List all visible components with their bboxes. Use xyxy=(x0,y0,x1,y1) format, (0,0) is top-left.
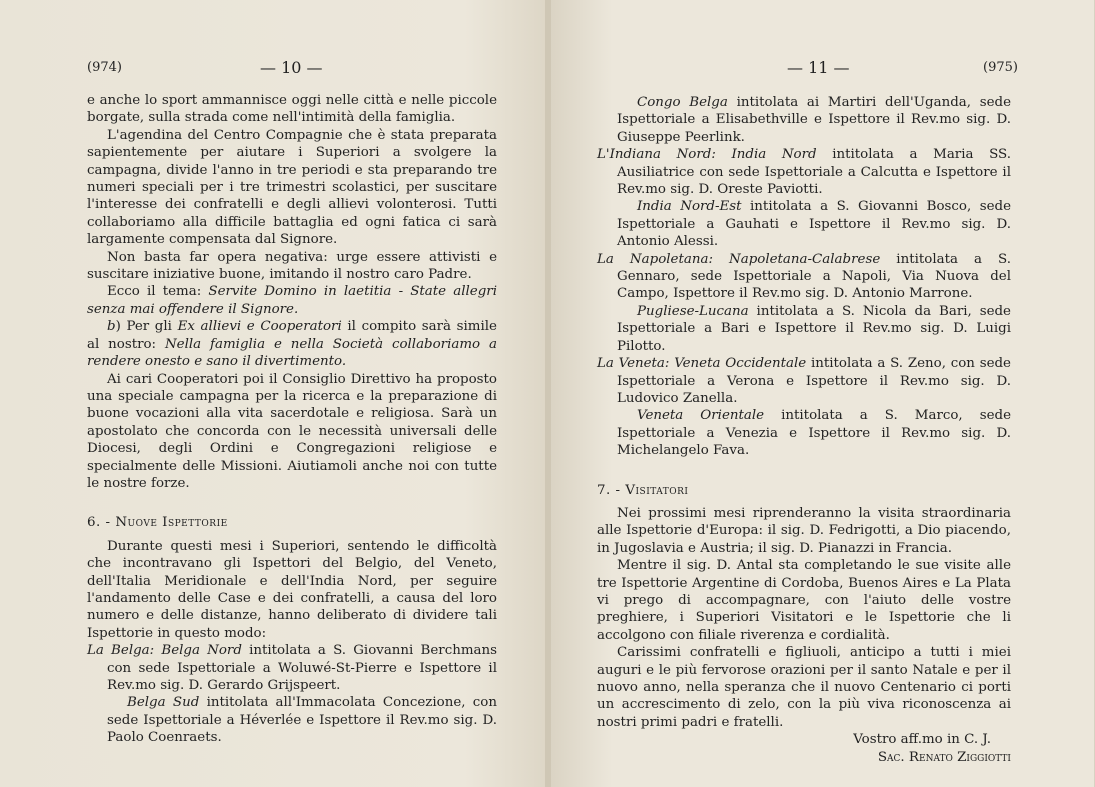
section-heading: 7. - Visitatori xyxy=(597,482,689,498)
book-gutter xyxy=(545,0,551,787)
left-archive-number: (974) xyxy=(87,60,122,75)
text-run: intitolata a S. Gennaro, sede Ispettoriale a Napoli, Via Nuova del Campo, Ispettore il Rev.mo sig. D. Antonio Marrone. xyxy=(617,251,1011,302)
paragraph: Durante questi mesi i Superiori, sentendo le difficoltà che incontravano gli Ispettori del Belgio, del Veneto, dell'Italia Meridionale e dell'India Nord, per seguire l'andamento delle Case e dei confratelli, a causa del loro numero e delle distanze, hanno deliberato di dividere tali Ispettorie in questo modo: xyxy=(87,538,497,641)
right-page xyxy=(547,0,1094,787)
list-item xyxy=(597,355,1011,407)
text-run: intitolata a S. Giovanni Bosco, sede Ispettoriale a Gauhati e Ispettore il Rev.mo sig. D. Antonio Alessi. xyxy=(617,199,1012,250)
paragraph: Carissimi confratelli e figliuoli, anticipo a tutti i miei auguri e le più fervorose orazioni per il santo Natale e per il nuovo anno, nella speranza che il nuovo Centenario ci porti un accrescimento di zelo, con la più viva riconoscenza ai nostri primi padri e fratelli. xyxy=(597,645,1011,730)
list-item xyxy=(597,198,1011,250)
italic-text: Veneta Orientale xyxy=(637,408,765,424)
list-item xyxy=(597,94,1011,146)
list-item xyxy=(597,146,1011,198)
italic-text: Belga Sud xyxy=(127,695,200,711)
italic-text: La Belga: Belga Nord xyxy=(87,643,242,659)
left-body-text xyxy=(87,92,497,747)
italic-text: Pugliese-Lucana xyxy=(637,303,749,319)
text-run: intitolata a S. Giovanni Berchmans con sede Ispettoriale a Woluwé-St-Pierre e Ispettore il Rev.mo sig. D. Gerardo Grijspeert. xyxy=(107,643,497,693)
text-run: il compito sarà simile al nostro: xyxy=(87,319,497,352)
italic-text: L'Indiana Nord: India Nord xyxy=(597,147,817,163)
text-run: intitolata a S. Nicola da Bari, sede Ispettoriale a Bari e Ispettore il Rev.mo sig. D. Luigi Pilotto. xyxy=(617,303,1011,354)
italic-text: Nella famiglia e nella Società collaboriamo a rendere onesto e sano il divertimento. xyxy=(87,336,497,370)
signature-name: Sac. Renato Ziggiotti xyxy=(877,749,1011,765)
italic-text: La Veneta: Veneta Occidentale xyxy=(597,356,807,372)
right-page-number: — 11 — xyxy=(787,58,850,77)
list-item xyxy=(597,303,1011,355)
list-item xyxy=(597,251,1011,303)
italic-text: La Napoletana: Napoletana-Calabrese xyxy=(597,251,881,267)
list-item xyxy=(597,407,1011,459)
italic-text: Servite Domino in laetitia - State allegri senza mai offendere il Signore. xyxy=(87,284,497,317)
left-page xyxy=(0,0,547,787)
italic-text: b xyxy=(107,319,116,335)
list-item xyxy=(87,694,497,746)
paragraph: Non basta far opera negativa: urge essere attivisti e suscitare iniziative buone, imitando il nostro caro Padre. xyxy=(87,249,497,283)
right-archive-number: (975) xyxy=(983,60,1018,75)
left-page-number: — 10 — xyxy=(260,58,323,77)
italic-text: India Nord-Est xyxy=(637,199,742,215)
paragraph xyxy=(87,283,497,318)
paragraph xyxy=(87,318,497,370)
right-body-text xyxy=(597,94,1011,766)
text-run: Ecco il tema: xyxy=(107,284,209,300)
paragraph: Mentre il sig. D. Antal sta completando le sue visite alle tre Ispettorie Argentine di Cordoba, Buenos Aires e La Plata vi prego di accompagnare, con l'aiuto delle vostre preghiere, i Superiori Visitatori e le Ispettorie che li accolgono con filiale riverenza e cordialità. xyxy=(597,558,1011,643)
text-run: intitolata a Maria SS. Ausiliatrice con sede Ispettoriale a Calcutta e Ispettore il Rev.mo sig. D. Oreste Paviotti. xyxy=(617,147,1011,198)
paragraph: L'agendina del Centro Compagnie che è stata preparata sapientemente per aiutare i Superiori a svolgere la campagna, divide l'anno in tre periodi e sta preparando tre numeri speciali per i tre trimestri scolastici, per suscitare l'interesse dei confratelli e degli allievi volonterosi. Tutti collaboriamo alla difficile battaglia ed ogni fatica ci sarà largamente compensata dal Signore. xyxy=(87,127,497,248)
text-run: intitolata a S. Marco, sede Ispettoriale a Venezia e Ispettore il Rev.mo sig. D. Michelangelo Fava. xyxy=(617,408,1011,459)
paragraph: e anche lo sport ammannisce oggi nelle città e nelle piccole borgate, sulla strada come nell'intimità della famiglia. xyxy=(87,93,497,126)
paragraph: Nei prossimi mesi riprenderanno la visita straordinaria alle Ispettorie d'Europa: il sig. D. Fedrigotti, a Dio piacendo, in Jugoslavia e Austria; il sig. D. Pianazzi in Francia. xyxy=(597,505,1011,556)
list-item xyxy=(87,642,497,694)
text-run: intitolata ai Martiri dell'Uganda, sede Ispettoriale a Elisabethville e Ispettore il Rev.mo sig. D. Giuseppe Peerlink. xyxy=(617,95,1011,145)
paragraph: Ai cari Cooperatori poi il Consiglio Direttivo ha proposto una speciale campagna per la ricerca e la preparazione di buone vocazioni alla vita sacerdotale e religiosa. Sarà un apostolato che concorda con le necessità universali delle Diocesi, degli Ordini e Congregazioni religiose e specialmente delle Missioni. Aiutiamoli anche noi con tutte le nostre forze. xyxy=(87,371,497,491)
section-heading: 6. - Nuove Ispettorie xyxy=(87,515,228,531)
italic-text: Congo Belga xyxy=(637,95,728,110)
italic-text: Ex allievi e Cooperatori xyxy=(177,319,342,335)
text-run: ) Per gli xyxy=(115,319,178,335)
text-run: intitolata all'Immacolata Concezione, con sede Ispettoriale a Héverlée e Ispettore il Rev.mo sig. D. Paolo Coenraets. xyxy=(107,695,497,746)
signature-closing: Vostro aff.mo in C. J. xyxy=(853,732,991,748)
text-run: intitolata a S. Zeno, con sede Ispettoriale a Verona e Ispettore il Rev.mo sig. D. Ludovico Zanella. xyxy=(617,356,1011,406)
